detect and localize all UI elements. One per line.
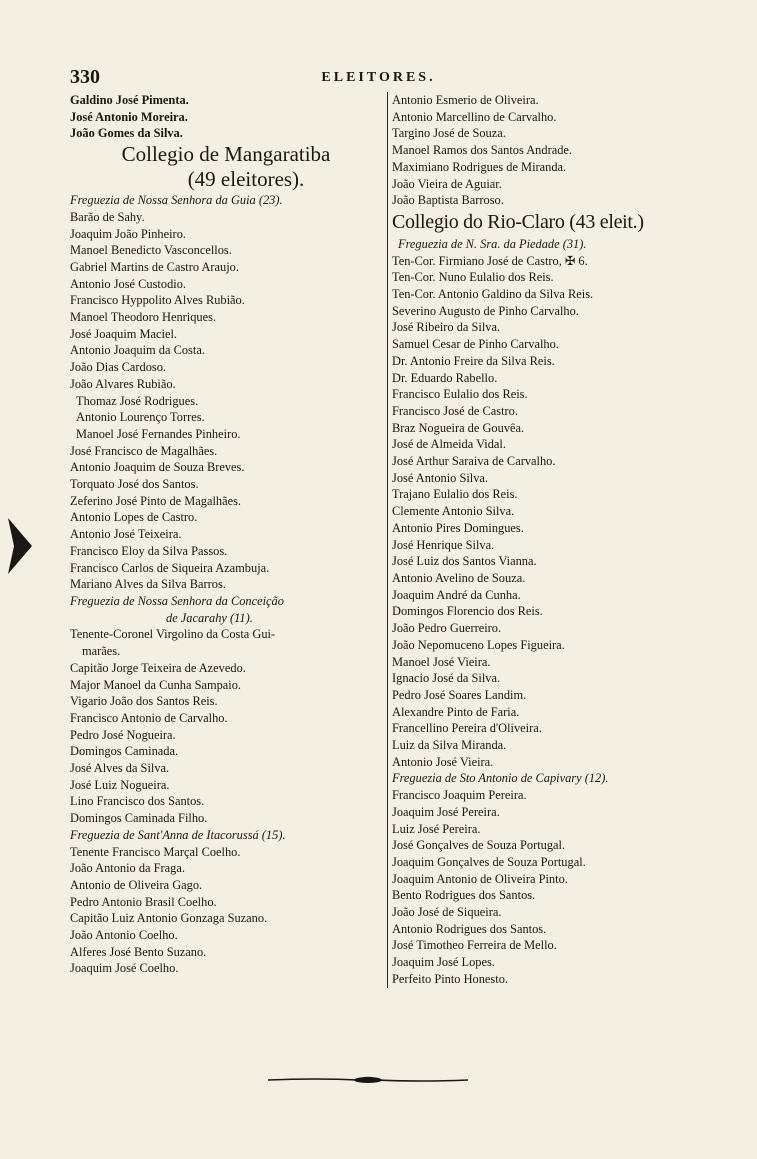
college-heading-count: (49 eleitores). [187, 167, 305, 192]
list-item: João Antonio Coelho. [70, 928, 178, 943]
parish-title-piedade: Freguezia de N. Sra. da Piedade (31). [398, 236, 587, 251]
list-item: José Timotheo Ferreira de Mello. [392, 938, 557, 953]
list-item: Domingos Caminada. [70, 744, 179, 759]
list-item: Antonio Esmerio de Oliveira. [392, 93, 539, 107]
list-item: José Alves da Silva. [70, 761, 170, 776]
college-heading-rio-claro: Collegio do Rio-Claro (43 eleit.) [392, 210, 644, 233]
list-item: Francisco Carlos de Siqueira Azambuja. [70, 560, 270, 575]
parish-title-conceicao: Freguezia de Nossa Senhora da Conceição [70, 593, 284, 608]
list-item: Antonio Joaquim da Costa. [70, 343, 205, 358]
list-item: Antonio Pires Domingues. [392, 520, 524, 535]
list-item: Antonio Avelino de Souza. [392, 570, 526, 585]
list-item: Capitão Jorge Teixeira de Azevedo. [70, 660, 246, 675]
list-item: João Vieira de Aguiar. [392, 176, 502, 191]
list-item: Ten-Cor. Firmiano José de Castro, ✠ 6. [392, 253, 588, 268]
list-item: Francisco Eulalio dos Reis. [392, 387, 528, 402]
list-item: Samuel Cesar de Pinho Carvalho. [392, 337, 559, 352]
list-item: Thomaz José Rodrigues. [76, 393, 199, 408]
list-item: Alferes José Bento Suzano. [70, 944, 207, 959]
list-item: Manoel José Fernandes Pinheiro. [76, 426, 241, 441]
list-item: Francisco Eloy da Silva Passos. [70, 543, 228, 558]
left-column [70, 92, 382, 977]
list-item: Manoel Ramos dos Santos Andrade. [392, 143, 572, 158]
list-item: Mariano Alves da Silva Barros. [70, 577, 226, 592]
parish-list-itacorussa [70, 844, 382, 978]
list-item: João Gomes da Silva. [70, 126, 183, 141]
list-item: Domingos Florencio dos Reis. [392, 604, 543, 619]
list-item: Antonio José Teixeira. [70, 527, 182, 542]
list-item: João José de Siqueira. [392, 905, 502, 920]
list-item: Dr. Antonio Freire da Silva Reis. [392, 353, 555, 368]
list-item: José Luiz dos Santos Vianna. [392, 554, 537, 569]
list-item: José Ribeiro da Silva. [392, 320, 501, 335]
list-item: Torquato José dos Santos. [70, 477, 199, 492]
page-number: 330 [70, 66, 100, 88]
list-item: Francellino Pereira d'Oliveira. [392, 721, 542, 736]
list-item: José Antonio Silva. [392, 470, 489, 485]
list-item: Maximiano Rodrigues de Miranda. [392, 159, 567, 174]
list-item: Domingos Caminada Filho. [70, 811, 208, 826]
list-item: Francisco Antonio de Carvalho. [70, 710, 228, 725]
list-item: José Luiz Nogueira. [70, 777, 170, 792]
list-item: Tenente-Coronel Virgolino da Costa Gui- [70, 627, 276, 642]
margin-arrow-mark [6, 518, 34, 574]
list-item: Bento Rodrigues dos Santos. [392, 888, 536, 903]
list-item: Antonio José Vieira. [392, 754, 494, 769]
list-item: Francisco Joaquim Pereira. [392, 788, 527, 803]
list-item: Joaquim André da Cunha. [392, 587, 521, 602]
list-item: Tenente Francisco Marçal Coelho. [70, 844, 241, 859]
list-item: Trajano Eulalio dos Reis. [392, 487, 518, 502]
list-item: Francisco Hyppolito Alves Rubião. [70, 293, 245, 308]
list-item: Joaquim Gonçalves de Souza Portugal. [392, 854, 586, 869]
list-item: Clemente Antonio Silva. [392, 504, 515, 519]
list-item: Antonio de Oliveira Gago. [70, 877, 203, 892]
list-item: Gabriel Martins de Castro Araujo. [70, 259, 239, 274]
list-item: Ignacio José da Silva. [392, 671, 501, 686]
list-item: Ten-Cor. Nuno Eulalio dos Reis. [392, 270, 554, 285]
list-item: Antonio Lopes de Castro. [70, 510, 198, 525]
parish-title-itacorussa: Freguezia de Sant'Anna de Itacorussá (15). [70, 827, 286, 842]
list-item: José Henrique Silva. [392, 537, 495, 552]
list-item: Joaquim João Pinheiro. [70, 226, 186, 241]
list-item: Manoel Benedicto Vasconcellos. [70, 243, 232, 258]
list-item: João Baptista Barroso. [392, 193, 504, 208]
list-item: Francisco José de Castro. [392, 403, 518, 418]
parish-list-guia [70, 209, 382, 593]
list-item: Manoel Theodoro Henriques. [70, 310, 217, 325]
list-item: Joaquim José Pereira. [392, 804, 500, 819]
list-item: José Antonio Moreira. [70, 109, 188, 124]
list-item: Zeferino José Pinto de Magalhães. [70, 493, 242, 508]
list-item: Capitão Luiz Antonio Gonzaga Suzano. [70, 911, 268, 926]
running-head: ELEITORES. [321, 70, 436, 85]
list-item: Braz Nogueira de Gouvêa. [392, 420, 525, 435]
list-item: Luiz da Silva Miranda. [392, 738, 507, 753]
list-item: Joaquim José Coelho. [70, 961, 179, 976]
list-item: Pedro Antonio Brasil Coelho. [70, 894, 217, 909]
parish-title-conceicao-cont: de Jacarahy (11). [166, 610, 253, 625]
parish-list-capivary [392, 787, 704, 987]
list-item: Lino Francisco dos Santos. [70, 794, 205, 809]
list-item: Pedro José Nogueira. [70, 727, 176, 742]
list-item: Perfeito Pinto Honesto. [392, 971, 508, 986]
list-item: Barão de Sahy. [70, 209, 145, 224]
list-item: Vigario João dos Santos Reis. [70, 694, 218, 709]
list-item: José Arthur Saraiva de Carvalho. [392, 454, 556, 469]
list-item: João Dias Cardoso. [70, 360, 167, 375]
list-item: Galdino José Pimenta. [70, 93, 189, 107]
list-item: Major Manoel da Cunha Sampaio. [70, 677, 242, 692]
list-item: Antonio Marcellino de Carvalho. [392, 109, 557, 124]
list-item: Joaquim Antonio de Oliveira Pinto. [392, 871, 568, 886]
parish-list-piedade [392, 253, 704, 771]
list-item: marães. [82, 644, 121, 659]
parish-title-capivary: Freguezia de Sto Antonio de Capivary (12). [392, 771, 609, 786]
list-item: João Nepomuceno Lopes Figueira. [392, 637, 565, 652]
list-item: Manoel José Vieira. [392, 654, 491, 669]
list-item: Luiz José Pereira. [392, 821, 481, 836]
list-item: Joaquim José Lopes. [392, 955, 495, 970]
list-item: José Gonçalves de Souza Portugal. [392, 838, 566, 853]
list-item: Alexandre Pinto de Faria. [392, 704, 520, 719]
list-item: Dr. Eduardo Rabello. [392, 370, 498, 385]
ornament-divider [268, 1075, 468, 1085]
parish-list-conceicao [70, 626, 382, 826]
list-item: Antonio Lourenço Torres. [76, 410, 205, 425]
list-item: José de Almeida Vidal. [392, 437, 506, 452]
list-item: João Pedro Guerreiro. [392, 621, 502, 636]
college-heading-mangaratiba: Collegio de Mangaratiba [121, 142, 331, 167]
list-item: Severino Augusto de Pinho Carvalho. [392, 303, 579, 318]
list-item: Pedro José Soares Landim. [392, 687, 527, 702]
list-item: João Antonio da Fraga. [70, 861, 185, 876]
list-item: Ten-Cor. Antonio Galdino da Silva Reis. [392, 287, 594, 302]
parish-title-guia: Freguezia de Nossa Senhora da Guia (23). [70, 193, 283, 208]
right-column [387, 92, 704, 988]
list-item: Antonio Rodrigues dos Santos. [392, 921, 547, 936]
list-item: José Joaquim Maciel. [70, 326, 178, 341]
list-item: Antonio Joaquim de Souza Breves. [70, 460, 245, 475]
list-item: Antonio José Custodio. [70, 276, 186, 291]
list-item: José Francisco de Magalhães. [70, 443, 218, 458]
list-item: Targino José de Souza. [392, 126, 506, 141]
list-item: João Alvares Rubião. [70, 376, 176, 391]
